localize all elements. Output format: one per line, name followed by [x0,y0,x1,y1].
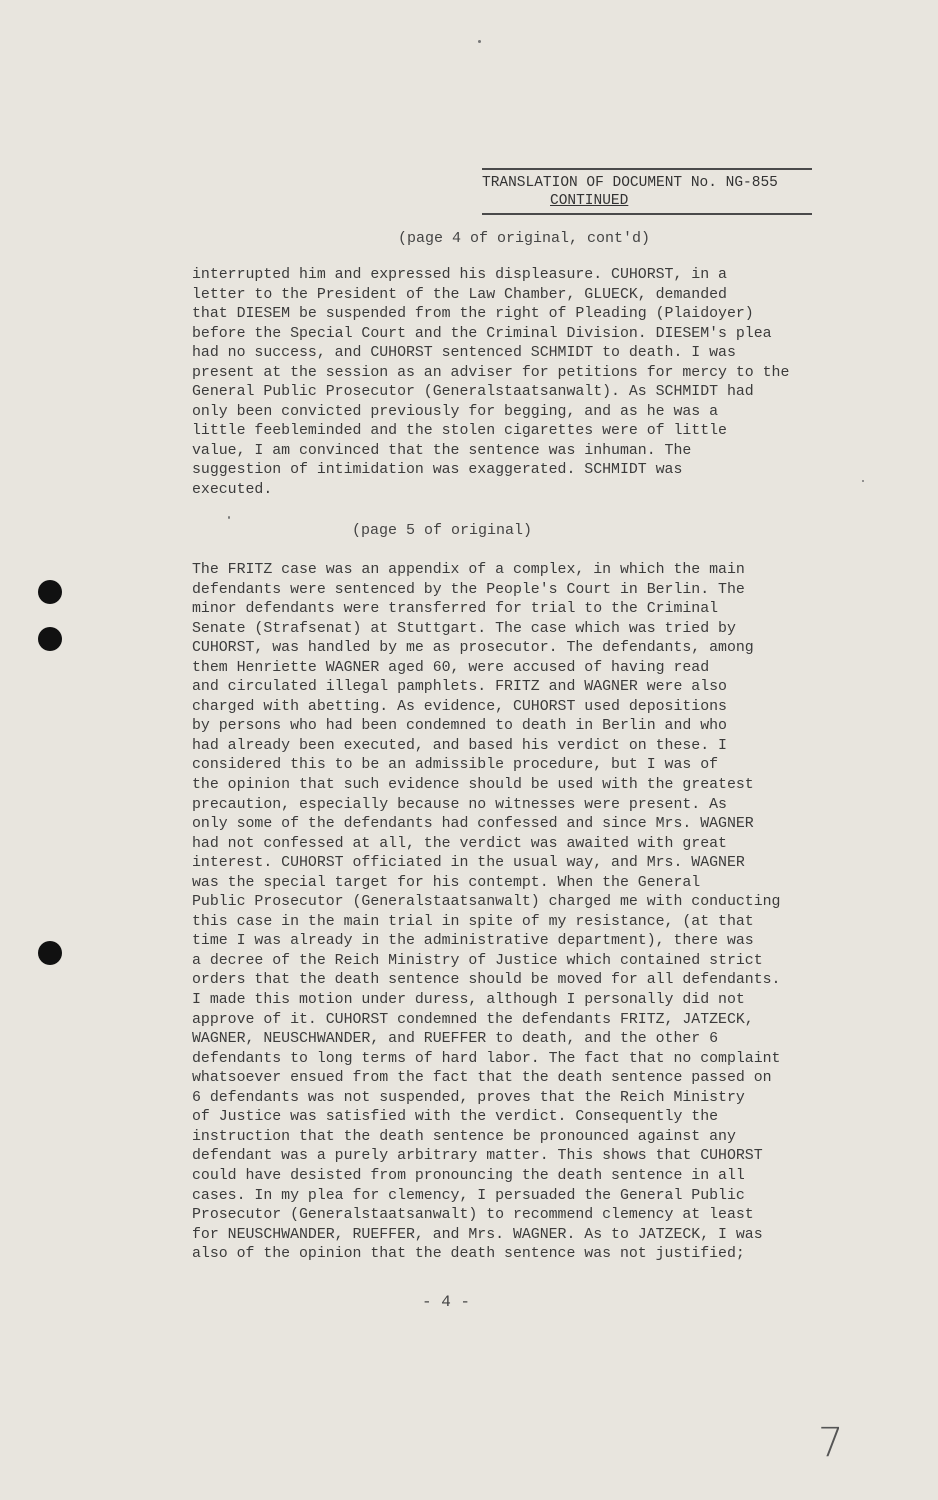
document-header [482,168,812,215]
punch-hole [38,580,62,604]
header-title: TRANSLATION OF DOCUMENT No. NG-855 [482,175,778,191]
page-number: - 4 - [422,1293,471,1311]
paper-speck [478,40,481,43]
punch-hole [38,941,62,965]
paper-speck [228,516,230,519]
page-reference-5: (page 5 of original) [352,522,533,539]
page-reference-4: (page 4 of original, cont'd) [398,230,651,247]
paragraph-2: The FRITZ case was an appendix of a complex, in which the main defendants were sentenced by the People's Court in Berlin. The minor defendants were transferred for trial to the Criminal Senate (Strafsenat) at Stuttgart. The case which was tried by CUHORST, was handled by me as prosecutor. The defendants, among them Henriette WAGNER aged 60, were accused of having read and circulated illegal pamphlets. FRITZ and WAGNER were also charged with abetting. As evidence, CUHORST used depositions by persons who had been condemned to death in Berlin and who had already been executed, and based his verdict on these. I considered this to be an admissible procedure, but I was of the opinion that such evidence should be used with the greatest precaution, especially because no witnesses were present. As only some of the defendants had confessed and since Mrs. WAGNER had not confessed at all, the verdict was awaited with great interest. CUHORST officiated in the usual way, and Mrs. WAGNER was the special target for his contempt. When the General Public Prosecutor (Generalstaatsanwalt) charged me with conducting this case in the main trial in spite of my resistance, (at that time I was already in the administrative department), there was a decree of the Reich Ministry of Justice which contained strict orders that the death sentence should be moved for all defendants. I made this motion under duress, although I personally did not approve of it. CUHORST condemned the defendants FRITZ, JATZECK, WAGNER, NEUSCHWANDER, and RUEFFER to death, and the other 6 defendants to long terms of hard labor. The fact that no complaint whatsoever ensued from the fact that the death sentence passed on 6 defendants was not suspended, proves that the Reich Ministry of Justice was satisfied with the verdict. Consequently the instruction that the death sentence be pronounced against any defendant was a purely arbitrary matter. This shows that CUHORST could have desisted from pronouncing the death sentence in all cases. In my plea for clemency, I persuaded the General Public Prosecutor (Generalstaatsanwalt) to recommend clemency at least for NEUSCHWANDER, RUEFFER, and Mrs. WAGNER. As to JATZECK, I was also of the opinion that the death sentence was not justified; [192,562,781,1263]
punch-hole [38,627,62,651]
paragraph-1: interrupted him and expressed his displeasure. CUHORST, in a letter to the President of the Law Chamber, GLUECK, demanded that DIESEM be suspended from the right of Pleading (Plaidoyer) before the Special Court and the Criminal Division. DIESEM's plea had no success, and CUHORST sentenced SCHMIDT to death. I was present at the session as an adviser for petitions for mercy to the General Public Prosecutor (Generalstaatsanwalt). As SCHMIDT had only been convicted previously for begging, and as he was a little feebleminded and the stolen cigarettes were of little value, I am convinced that the sentence was inhuman. The suggestion of intimidation was exaggerated. SCHMIDT was executed. [192,267,790,499]
header-subtitle: CONTINUED [550,193,629,209]
handwritten-page-number: 7 [818,1420,844,1466]
paper-speck [862,480,864,482]
